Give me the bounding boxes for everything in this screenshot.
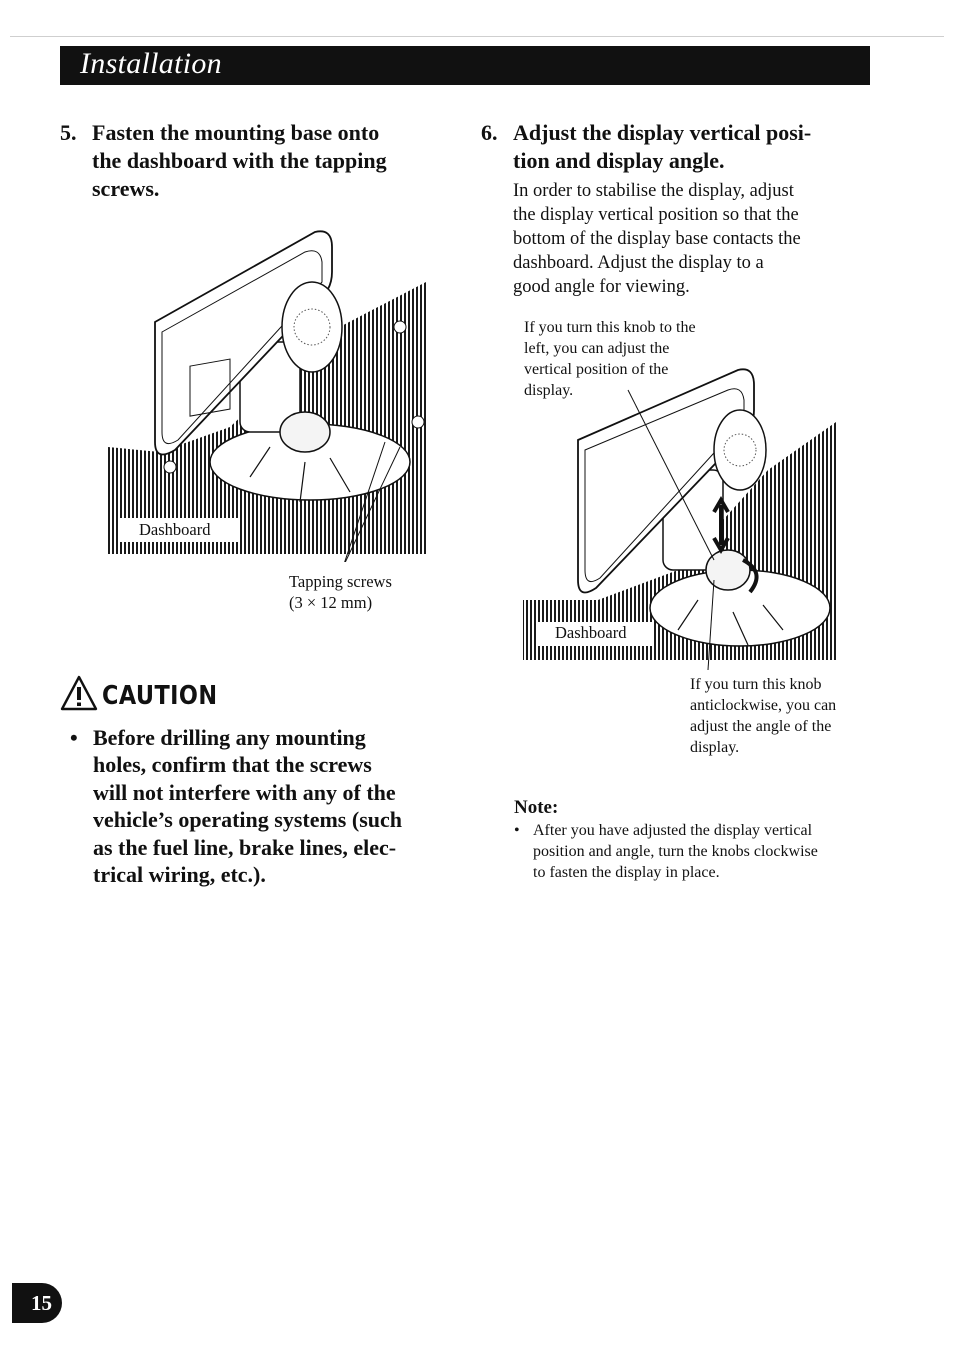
screw <box>412 416 424 428</box>
callout-line: adjust the angle of the <box>690 718 832 735</box>
bullet-dot: • <box>70 725 78 750</box>
caution-line: as the fuel line, brake lines, elec- <box>93 834 397 860</box>
page-number: 15 <box>31 1291 52 1315</box>
body-line: In order to stabilise the display, adjust <box>513 181 794 201</box>
callout-line: display. <box>524 382 574 399</box>
note-line: After you have adjusted the display vertical <box>533 822 813 839</box>
step-6-text <box>513 119 811 175</box>
callout-line: Tapping screws <box>289 572 392 591</box>
speaker-grille <box>282 282 342 372</box>
section-header-bar <box>60 46 870 85</box>
caution-line: vehicle’s operating systems (such <box>93 807 402 833</box>
body-line: dashboard. Adjust the display to a <box>513 253 764 273</box>
step-6-body <box>513 179 873 299</box>
step-5-line: screws. <box>92 176 160 201</box>
step-5-line: Fasten the mounting base onto <box>92 120 380 145</box>
section-title: Installation <box>80 47 222 80</box>
caution-line: will not interfere with any of the <box>93 779 396 805</box>
note-title: Note: <box>514 797 559 818</box>
callout-line: anticlockwise, you can <box>690 697 837 714</box>
screw <box>164 461 176 473</box>
page-number-tab <box>12 1283 62 1323</box>
step-5-line: the dashboard with the tapping <box>92 148 387 173</box>
note-line: position and angle, turn the knobs clockwise <box>533 843 818 860</box>
callout-line: If you turn this knob to the <box>524 319 696 336</box>
note-line: to fasten the display in place. <box>533 864 720 881</box>
step-5-text <box>92 119 387 203</box>
step-6-line: tion and display angle. <box>513 148 725 173</box>
callout-line: (3 × 12 mm) <box>289 593 373 612</box>
angle-knob <box>706 550 750 590</box>
figure1-dashboard-label: Dashboard <box>139 520 211 539</box>
step-6-line: Adjust the display vertical posi- <box>513 120 812 145</box>
stand-knob <box>280 412 330 452</box>
note-text <box>533 820 863 883</box>
step-6-number: 6. <box>481 120 498 145</box>
callout-line: display. <box>690 739 740 756</box>
tapping-screws-callout <box>289 571 392 613</box>
caution-label: CAUTION <box>102 681 218 711</box>
caution-line: holes, confirm that the screws <box>93 752 372 778</box>
figure2-dashboard-label: Dashboard <box>555 623 627 642</box>
step-5-heading <box>60 119 440 209</box>
step-5-number: 5. <box>60 120 77 145</box>
caution-line: Before drilling any mounting <box>93 725 366 750</box>
knob-vertical-callout <box>524 317 696 401</box>
callout-line: left, you can adjust the <box>524 340 670 357</box>
body-line: bottom of the display base contacts the <box>513 229 801 249</box>
body-line: the display vertical position so that the <box>513 205 799 225</box>
callout-line: vertical position of the <box>524 361 669 378</box>
step-6-heading <box>481 119 861 179</box>
caution-triangle-icon <box>60 675 98 711</box>
figure-mounting-base-illustration <box>100 222 435 562</box>
top-rule <box>10 36 944 37</box>
caution-heading <box>60 675 218 717</box>
caution-text <box>93 724 423 888</box>
bullet-dot: • <box>514 822 520 839</box>
callout-line: If you turn this knob <box>690 676 822 693</box>
screw <box>394 321 406 333</box>
knob-angle-callout <box>690 674 836 758</box>
body-line: good angle for viewing. <box>513 277 690 297</box>
speaker-grille <box>714 410 766 490</box>
caution-line: trical wiring, etc.). <box>93 862 266 888</box>
